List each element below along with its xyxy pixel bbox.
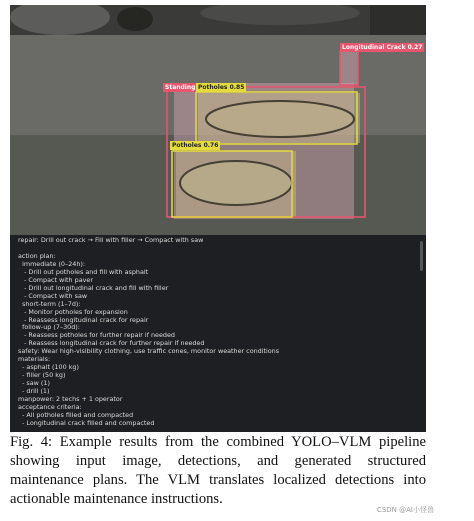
watermark: CSDN @AI小怪兽: [376, 506, 434, 514]
road-photo: [10, 5, 426, 235]
terminal-line: acceptance criteria:: [18, 403, 82, 412]
terminal-line: - Monitor potholes for expansion: [18, 307, 128, 316]
crack-fill: [340, 51, 358, 85]
car-wheel-icon: [117, 7, 153, 31]
terminal-line: safety: Wear high-visibility clothing, use traffic cones, monitor weather conditions: [18, 347, 280, 356]
terminal-line: - Reassess longitudinal crack for further repair if needed: [18, 339, 205, 348]
detection-label-standing: Standing: [165, 84, 196, 91]
caption-text: Example results from the combined YOLO–VLM pipeline showing input image, detections, and generated structured maintenance plans. The VLM translates localized detections into actionable maintenance instructions.: [10, 434, 426, 507]
terminal-line: - Drill out longitudinal crack and fill with filler: [18, 283, 169, 292]
detection-label-crack: Longitudinal Crack 0.27: [342, 44, 423, 51]
terminal-line: materials:: [18, 355, 51, 364]
detection-label-pothole-upper: Potholes 0.85: [198, 84, 245, 91]
figure-caption: [10, 433, 426, 509]
scrollbar[interactable]: [420, 241, 423, 271]
terminal-line: - asphalt (100 kg): [18, 363, 79, 372]
terminal-line: - Compact with paver: [18, 275, 93, 284]
terminal-line: - Reassess longitudinal crack for repair: [18, 315, 149, 324]
terminal-line: follow-up (7–30d):: [18, 323, 80, 332]
terminal-line: - Drill out potholes and fill with asphalt: [18, 267, 149, 276]
terminal-line: - Reassess potholes for further repair if needed: [18, 331, 175, 340]
terminal-line: action plan:: [18, 251, 56, 260]
vlm-output-panel: [10, 235, 426, 432]
terminal-line: short-term (1–7d):: [18, 299, 81, 308]
road-scene: [10, 5, 426, 235]
terminal-line: repair: Drill out crack → Fill with filler → Compact with saw: [18, 236, 204, 244]
pothole-lower: [180, 161, 292, 205]
terminal-line: - Longitudinal crack filled and compacted: [18, 418, 155, 427]
detection-label-pothole-lower: Potholes 0.76: [172, 142, 219, 149]
pothole-upper: [206, 101, 354, 137]
terminal-line: manpower: 2 techs + 1 operator: [18, 395, 123, 404]
caption-label: Fig. 4:: [10, 434, 53, 450]
terminal-line: - filler (50 kg): [18, 371, 66, 380]
terminal-line: - All potholes filled and compacted: [18, 410, 134, 419]
terminal-line: - Compact with saw: [18, 291, 88, 300]
terminal-line: immediate (0–24h):: [18, 259, 86, 268]
terminal-line: [18, 245, 416, 253]
maintenance-plan-text: [18, 237, 416, 428]
terminal-line: - drill (1): [18, 387, 50, 396]
terminal-line: - saw (1): [18, 379, 50, 388]
